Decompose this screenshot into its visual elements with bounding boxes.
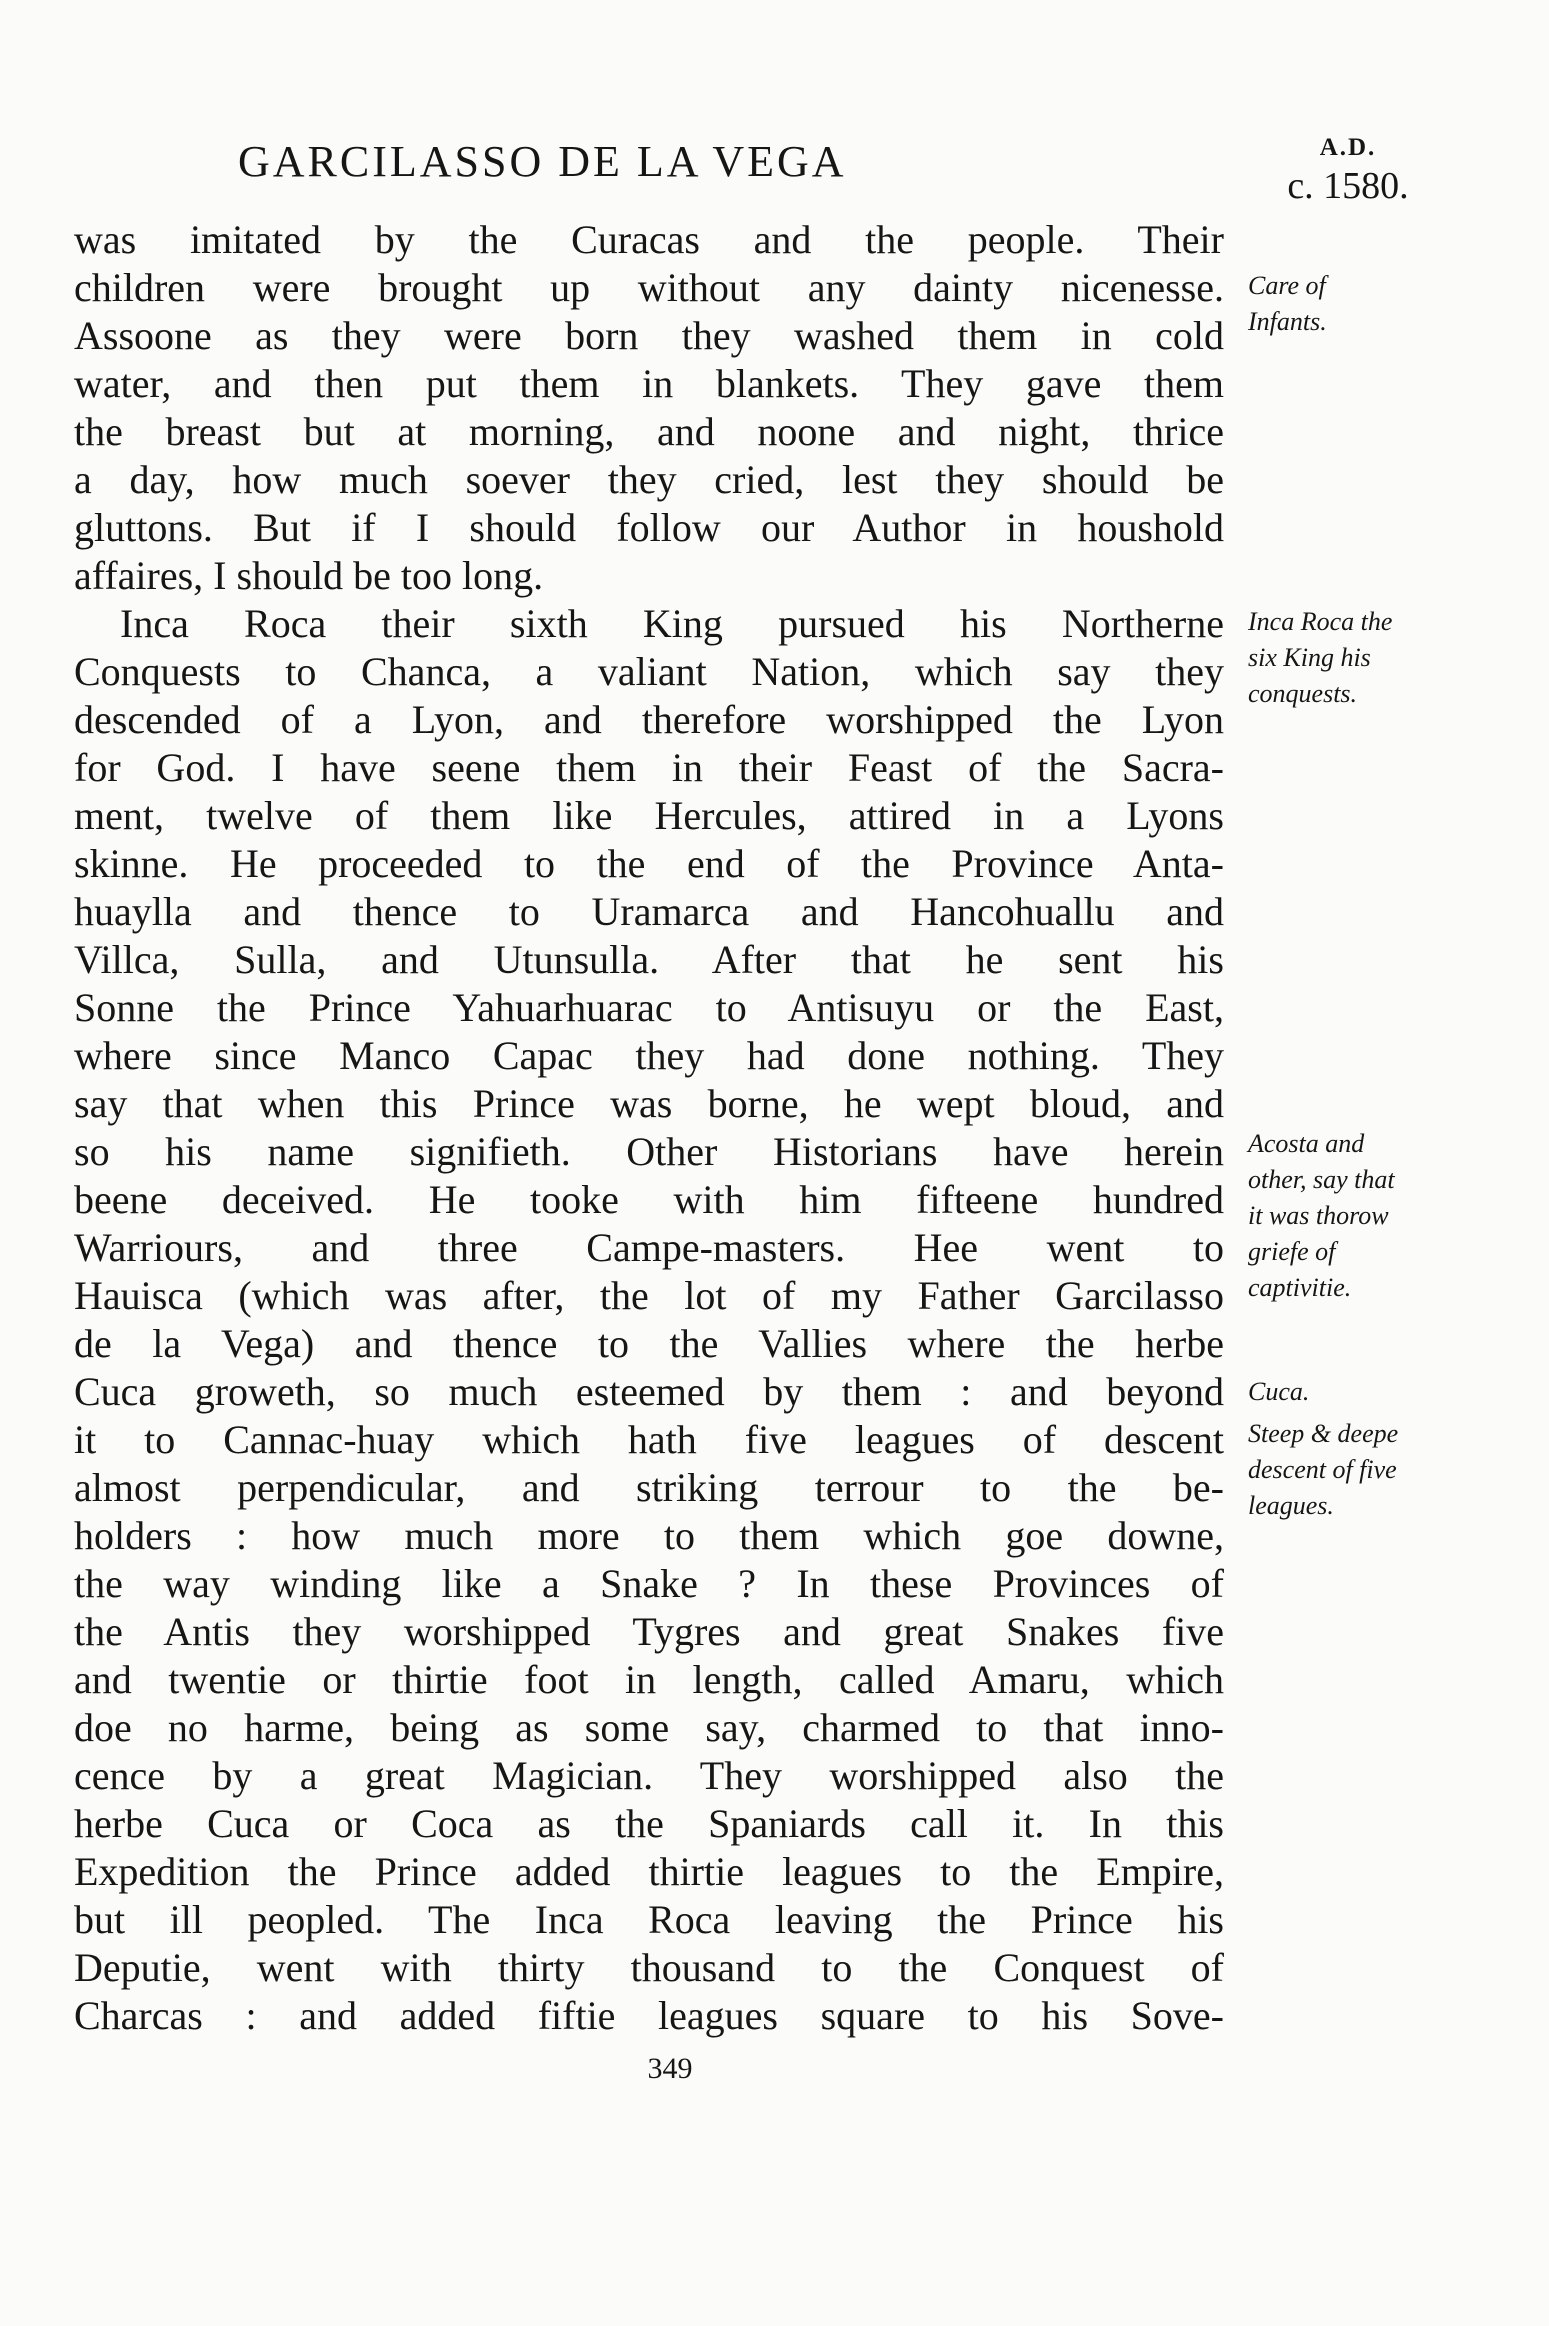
date-year: c. 1580. bbox=[1287, 165, 1409, 207]
body-text bbox=[74, 216, 1224, 2040]
text-line: skinne. He proceeded to the end of the Province Anta- bbox=[74, 841, 1224, 886]
text-line: holders : how much more to them which goe downe, bbox=[74, 1513, 1224, 1558]
margin-note-line: Steep & deepe bbox=[1248, 1419, 1399, 1448]
text-line: Cuca groweth, so much esteemed by them : and beyond bbox=[74, 1369, 1224, 1414]
margin-note-cuca bbox=[1248, 1374, 1478, 1410]
date-block bbox=[1268, 134, 1428, 208]
margin-note-inca-roca-conquests bbox=[1248, 604, 1478, 712]
text-line: where since Manco Capac they had done nothing. They bbox=[74, 1033, 1224, 1078]
margin-note-steep-descent bbox=[1248, 1416, 1478, 1524]
margin-note-line: griefe of bbox=[1248, 1237, 1336, 1266]
text-line: for God. I have seene them in their Feast of the Sacra- bbox=[74, 745, 1224, 790]
text-line: gluttons. But if I should follow our Author in houshold bbox=[74, 505, 1224, 550]
text-line: children were brought up without any dainty nicenesse. bbox=[74, 265, 1224, 310]
margin-note-line: Infants. bbox=[1248, 307, 1327, 336]
margin-note-line: it was thorow bbox=[1248, 1201, 1389, 1230]
date-era: A.D. bbox=[1319, 134, 1377, 161]
margin-note-line: Acosta and bbox=[1248, 1129, 1365, 1158]
text-line: so his name signifieth. Other Historians have herein bbox=[74, 1129, 1224, 1174]
text-line: was imitated by the Curacas and the people. Their bbox=[74, 217, 1224, 262]
text-line: Assoone as they were born they washed them in cold bbox=[74, 313, 1224, 358]
text-line: Charcas : and added fiftie leagues square to his Sove- bbox=[74, 1993, 1224, 2038]
text-line: the way winding like a Snake ? In these Provinces of bbox=[74, 1561, 1224, 1606]
text-line: Warriours, and three Campe-masters. Hee went to bbox=[74, 1225, 1224, 1270]
text-line: and twentie or thirtie foot in length, called Amaru, which bbox=[74, 1657, 1224, 1702]
margin-note-line: six King his bbox=[1248, 643, 1371, 672]
text-line: doe no harme, being as some say, charmed to that inno- bbox=[74, 1705, 1224, 1750]
text-line: herbe Cuca or Coca as the Spaniards call it. In this bbox=[74, 1801, 1224, 1846]
margin-note-line: descent of five bbox=[1248, 1455, 1397, 1484]
margin-note-line: Inca Roca the bbox=[1248, 607, 1393, 636]
text-line: the breast but at morning, and noone and night, thrice bbox=[74, 409, 1224, 454]
margin-note-line: other, say that bbox=[1248, 1165, 1395, 1194]
text-line: Sonne the Prince Yahuarhuarac to Antisuyu or the East, bbox=[74, 985, 1224, 1030]
text-line: huaylla and thence to Uramarca and Hancohuallu and bbox=[74, 889, 1224, 934]
text-line: Villca, Sulla, and Utunsulla. After that he sent his bbox=[74, 937, 1224, 982]
text-line: Deputie, went with thirty thousand to the Conquest of bbox=[74, 1945, 1224, 1990]
text-line: say that when this Prince was borne, he wept bloud, and bbox=[74, 1081, 1224, 1126]
margin-note-line: captivitie. bbox=[1248, 1273, 1352, 1302]
text-line: beene deceived. He tooke with him fifteene hundred bbox=[74, 1177, 1224, 1222]
margin-note-line: leagues. bbox=[1248, 1491, 1334, 1520]
page-number: 349 bbox=[647, 2052, 693, 2085]
text-line: de la Vega) and thence to the Vallies where the herbe bbox=[74, 1321, 1224, 1366]
margin-note-line: Cuca. bbox=[1248, 1377, 1310, 1406]
text-line: but ill peopled. The Inca Roca leaving the Prince his bbox=[74, 1897, 1224, 1942]
text-line: a day, how much soever they cried, lest they should be bbox=[74, 457, 1224, 502]
text-line: water, and then put them in blankets. They gave them bbox=[74, 361, 1224, 406]
text-line: almost perpendicular, and striking terrour to the be- bbox=[74, 1465, 1224, 1510]
text-line: descended of a Lyon, and therefore worshipped the Lyon bbox=[74, 697, 1224, 742]
margin-note-acosta bbox=[1248, 1126, 1478, 1306]
running-title: GARCILASSO DE LA VEGA bbox=[238, 137, 847, 186]
text-line: cence by a great Magician. They worshipped also the bbox=[74, 1753, 1224, 1798]
text-line: Hauisca (which was after, the lot of my Father Garcilasso bbox=[74, 1273, 1224, 1318]
text-line: Expedition the Prince added thirtie leagues to the Empire, bbox=[74, 1849, 1224, 1894]
text-line: affaires, I should be too long. bbox=[74, 553, 544, 598]
text-line: Inca Roca their sixth King pursued his Northerne bbox=[120, 601, 1224, 646]
text-line: the Antis they worshipped Tygres and great Snakes five bbox=[74, 1609, 1224, 1654]
text-line: Conquests to Chanca, a valiant Nation, which say they bbox=[74, 649, 1224, 694]
margin-note-care-of-infants bbox=[1248, 268, 1478, 340]
margin-note-line: conquests. bbox=[1248, 679, 1358, 708]
text-line: it to Cannac-huay which hath five leagues of descent bbox=[74, 1417, 1224, 1462]
margin-note-line: Care of bbox=[1248, 271, 1326, 300]
text-line: ment, twelve of them like Hercules, attired in a Lyons bbox=[74, 793, 1224, 838]
